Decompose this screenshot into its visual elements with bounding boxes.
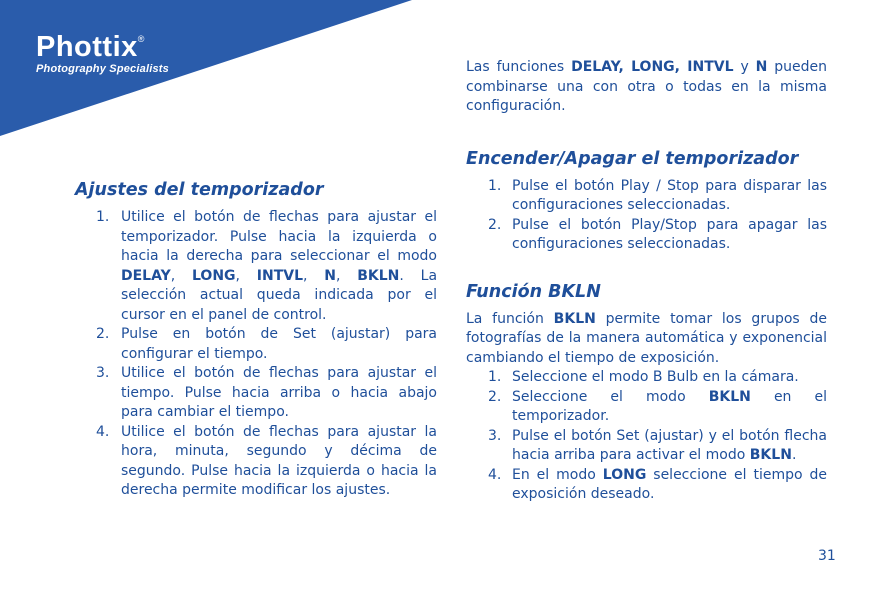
separator: , xyxy=(335,267,358,284)
timer-settings-list xyxy=(75,208,437,501)
list-item xyxy=(75,208,437,325)
separator: , xyxy=(170,267,192,284)
on-off-list xyxy=(466,177,827,255)
list-item xyxy=(466,368,827,388)
item-text: Seleccione el modo B Bulb en la cámara. xyxy=(512,369,799,385)
item-bold: BKLN xyxy=(708,388,751,405)
right-column xyxy=(466,58,827,505)
logo-name: Phottix xyxy=(36,31,138,63)
item-number: 1. xyxy=(96,209,110,225)
item-number: 2. xyxy=(488,388,502,405)
separator: , xyxy=(235,267,257,284)
item-text: Seleccione el modo xyxy=(512,388,709,405)
item-text: Pulse el botón Play/Stop para apagar las configuraciones seleccionadas. xyxy=(512,216,827,252)
mode-bkln: BKLN xyxy=(357,267,400,284)
mode-long: LONG xyxy=(192,267,236,284)
bkln-heading: Función BKLN xyxy=(466,281,601,302)
bkln-intro-text: La función xyxy=(466,310,554,327)
list-item xyxy=(466,388,827,427)
mode-delay: DELAY xyxy=(121,267,171,284)
item-text: En el modo xyxy=(512,466,603,483)
item-text: seleccione el tiempo de exposición deseado. xyxy=(512,466,827,502)
intro-bold-n: N xyxy=(755,59,768,75)
item-number: 3. xyxy=(488,427,502,444)
item-text: Pulse el botón Play / Stop para disparar las configuraciones seleccionadas. xyxy=(512,177,827,213)
list-item xyxy=(75,423,437,501)
intro-text: y xyxy=(733,59,756,75)
item-number: 4. xyxy=(488,466,502,483)
item-text: Pulse el botón Set (ajustar) y el botón flecha hacia arriba para activar el modo xyxy=(512,427,827,463)
trademark: ® xyxy=(137,34,145,44)
item-number: 1. xyxy=(488,369,502,385)
left-column xyxy=(75,178,437,501)
phottix-logo xyxy=(36,32,169,75)
bkln-list xyxy=(466,368,827,505)
item-text: . xyxy=(791,447,797,463)
separator: , xyxy=(303,267,325,284)
item-number: 1. xyxy=(488,177,502,194)
item-text: Utilice el botón de flechas para ajustar la hora, minuta, segundo y décima de segundo. Pulse hacia la izquierda o hacia la derecha permite modificar los ajustes. xyxy=(121,423,437,498)
intro-paragraph xyxy=(466,58,827,117)
bkln-intro-text: permite tomar los grupos de fotografías de la manera automática y exponencial cambiando el tiempo de exposición. xyxy=(466,310,827,366)
logo-tagline: Photography Specialists xyxy=(36,63,169,75)
item-number: 4. xyxy=(96,423,110,440)
item-text: Utilice el botón de flechas para ajustar el tiempo. Pulse hacia arriba o hacia abajo para cambiar el tiempo. xyxy=(121,365,437,420)
list-item xyxy=(75,325,437,364)
item-bold: BKLN xyxy=(749,447,792,463)
timer-settings-heading: Ajustes del temporizador xyxy=(75,180,324,200)
intro-text: Las funciones xyxy=(466,59,572,75)
intro-text: pueden combinarse una con otra o todas en la misma configuración. xyxy=(466,59,828,114)
item-number: 2. xyxy=(488,216,502,233)
bkln-intro-bold: BKLN xyxy=(553,310,596,327)
mode-intvl: INTVL xyxy=(256,267,304,284)
list-item xyxy=(466,216,827,255)
item-number: 3. xyxy=(96,365,110,381)
item-text: . La selección actual queda indicada por el cursor en el panel de control. xyxy=(121,267,438,323)
on-off-heading: Encender/Apagar el temporizador xyxy=(466,148,799,169)
item-text: Pulse en botón de Set (ajustar) para configurar el tiempo. xyxy=(121,326,437,362)
bkln-intro xyxy=(466,310,827,369)
list-item xyxy=(75,364,437,423)
item-text: en el temporizador. xyxy=(512,388,827,424)
list-item xyxy=(466,427,827,466)
item-bold: LONG xyxy=(602,466,647,483)
item-number: 2. xyxy=(96,326,110,342)
page-number: 31 xyxy=(818,548,836,564)
intro-bold-modes: DELAY, LONG, INTVL xyxy=(571,59,734,75)
list-item xyxy=(466,177,827,216)
item-text: Utilice el botón de flechas para ajustar el temporizador. Pulse hacia la izquierda o hacia la derecha para seleccionar el modo xyxy=(121,209,437,264)
mode-n: N xyxy=(324,267,336,284)
list-item xyxy=(466,466,827,505)
